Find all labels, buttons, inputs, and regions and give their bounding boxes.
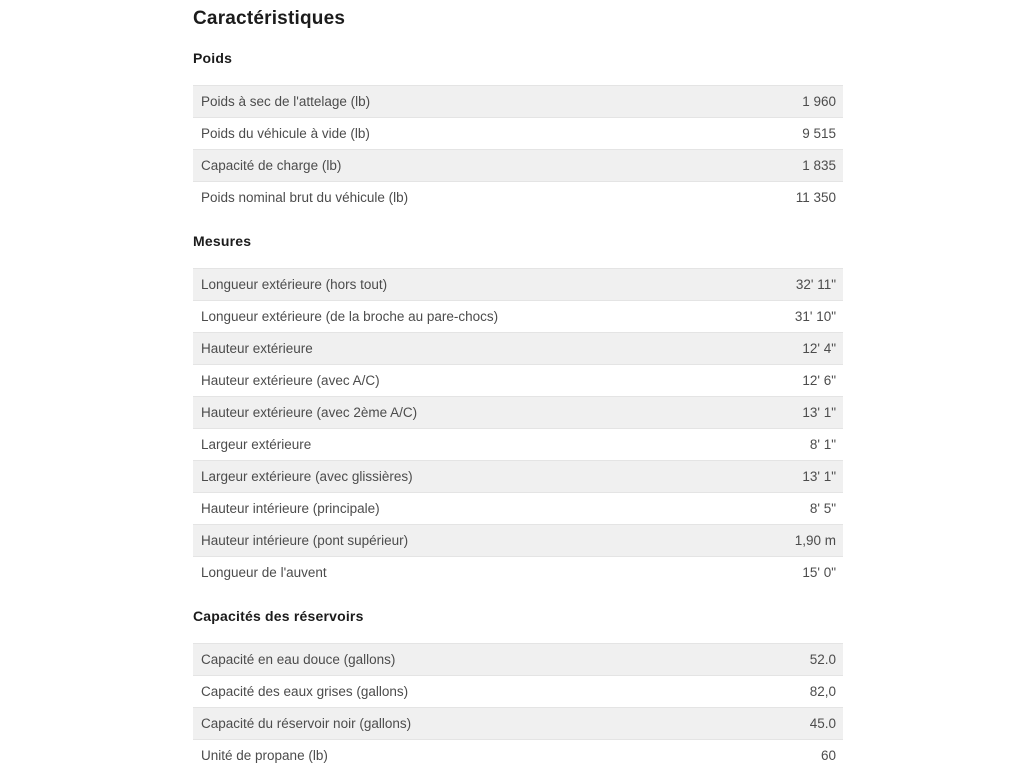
spec-row [193,149,843,181]
spec-value: 82,0 [809,684,836,699]
spec-value: 13' 1" [802,469,836,484]
spec-value: 13' 1" [802,405,836,420]
spec-row [193,85,843,117]
section-heading: Capacités des réservoirs [193,608,364,624]
spec-section [193,233,843,588]
spec-row [193,492,843,524]
spec-label: Hauteur extérieure (avec 2ème A/C) [201,405,418,420]
spec-value: 1 960 [802,94,836,109]
spec-label: Largeur extérieure [201,437,312,452]
spec-value: 12' 4" [802,341,836,356]
spec-value: 1 835 [802,158,836,173]
spec-value: 32' 11" [795,277,836,292]
spec-label: Hauteur extérieure [201,341,313,356]
spec-value: 52.0 [809,652,836,667]
spec-table [193,268,843,588]
spec-label: Hauteur intérieure (principale) [201,501,380,516]
spec-label: Capacité de charge (lb) [201,158,342,173]
spec-table [193,85,843,213]
spec-value: 31' 10" [794,309,836,324]
spec-row [193,707,843,739]
spec-row [193,524,843,556]
spec-section [193,608,843,768]
spec-label: Longueur extérieure (de la broche au pare-chocs) [201,309,499,324]
spec-value: 12' 6" [802,373,836,388]
spec-row [193,396,843,428]
spec-row [193,428,843,460]
spec-value: 15' 0" [802,565,836,580]
spec-value: 8' 5" [809,501,836,516]
spec-label: Longueur extérieure (hors tout) [201,277,388,292]
spec-label: Poids du véhicule à vide (lb) [201,126,370,141]
spec-row [193,300,843,332]
spec-label: Hauteur intérieure (pont supérieur) [201,533,409,548]
spec-value: 11 350 [795,190,836,205]
spec-label: Capacité en eau douce (gallons) [201,652,396,667]
section-heading: Mesures [193,233,252,249]
spec-value: 8' 1" [809,437,836,452]
spec-row [193,181,843,213]
spec-row [193,460,843,492]
spec-label: Largeur extérieure (avec glissières) [201,469,413,484]
spec-row [193,117,843,149]
spec-sections [193,50,843,768]
spec-row [193,675,843,707]
section-heading: Poids [193,50,233,66]
page-title: Caractéristiques [193,8,346,29]
spec-label: Poids nominal brut du véhicule (lb) [201,190,409,205]
spec-label: Capacité des eaux grises (gallons) [201,684,409,699]
spec-value: 1,90 m [794,533,836,548]
spec-label: Hauteur extérieure (avec A/C) [201,373,380,388]
spec-row [193,556,843,588]
spec-label: Poids à sec de l'attelage (lb) [201,94,371,109]
spec-row [193,739,843,768]
spec-row [193,332,843,364]
spec-page [193,7,843,768]
spec-value: 45.0 [809,716,836,731]
spec-row [193,643,843,675]
spec-label: Capacité du réservoir noir (gallons) [201,716,412,731]
spec-value: 9 515 [802,126,836,141]
spec-row [193,268,843,300]
spec-section [193,50,843,213]
spec-label: Longueur de l'auvent [201,565,327,580]
spec-row [193,364,843,396]
spec-label: Unité de propane (lb) [201,748,328,763]
spec-value: 60 [820,748,836,763]
spec-table [193,643,843,768]
